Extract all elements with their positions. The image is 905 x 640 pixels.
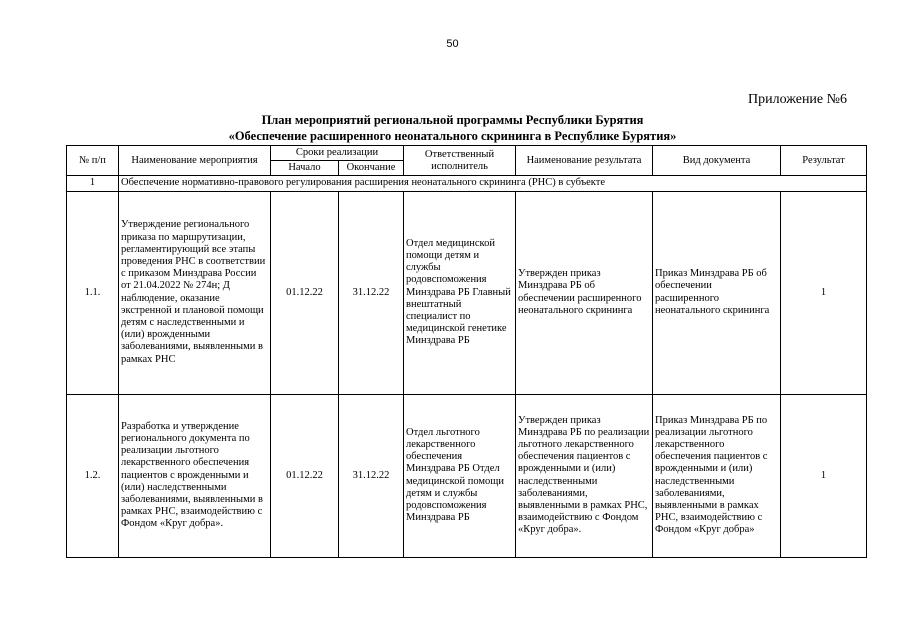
row-result-name: Утвержден приказ Минздрава РБ об обеспечении расширенного неонатального скрининга [516,191,653,394]
title-line-2: «Обеспечение расширенного неонатального скрининга в Республике Бурятия» [228,129,677,143]
table-row [67,394,867,557]
title-line-1: План мероприятий региональной программы Республики Бурятия [261,113,644,127]
header-doc-type: Вид документа [653,146,781,176]
row-start-date: 01.12.22 [271,394,339,557]
row-activity: Утверждение регионального приказа по маршрутизации, регламентирующий все этапы проведения РНС в соответствии с приказом Минздрава России от 21.04.2022 № 274н; Д наблюдение, оказание экстренной и плановой помощи детям с наследственными и (или) врожденными заболеваниями, выявленными в рамках РНС [119,191,271,394]
section-num: 1 [67,176,119,191]
row-activity: Разработка и утверждение регионального документа по реализации льготного лекарственного обеспечения пациентов с врожденными и (или) наследственными заболеваниями, выявленными в рамках РНС, взаимодействию с Фондом «Круг добра». [119,394,271,557]
header-result: Результат [781,146,867,176]
header-result-name: Наименование результата [516,146,653,176]
row-result: 1 [781,394,867,557]
section-title: Обеспечение нормативно-правового регулирования расширения неонатального скрининга (РНС) в субъекте [119,176,867,191]
document-title [0,112,905,144]
row-end-date: 31.12.22 [339,191,404,394]
header-row-1 [67,146,867,161]
row-result: 1 [781,191,867,394]
row-num: 1.1. [67,191,119,394]
plan-table [66,145,867,558]
page-number: 50 [446,38,459,50]
table-row [67,191,867,394]
row-doc-type: Приказ Минздрава РБ по реализации льготного лекарственного обеспечения пациентов с врожденными и (или) наследственными заболеваниями, выявленными в рамках РНС, взаимодействию с Фондом «Круг добра» [653,394,781,557]
row-start-date: 01.12.22 [271,191,339,394]
row-result-name: Утвержден приказ Минздрава РБ по реализации льготного лекарственного обеспечения пациентов с врожденными и (или) наследственными заболеваниями, выявленными в рамках РНС, взаимодействию с Фондом «Круг добра». [516,394,653,557]
appendix-label: Приложение №6 [748,92,847,107]
header-end: Окончание [339,161,404,176]
header-responsible: Ответственный исполнитель [404,146,516,176]
row-doc-type: Приказ Минздрава РБ об обеспечении расширенного неонатального скрининга [653,191,781,394]
header-start: Начало [271,161,339,176]
row-responsible: Отдел льготного лекарственного обеспечения Минздрава РБ Отдел медицинской помощи детям и службы родовспоможения Минздрава РБ [404,394,516,557]
row-num: 1.2. [67,394,119,557]
header-dates: Сроки реализации [271,146,404,161]
header-activity: Наименование мероприятия [119,146,271,176]
row-responsible: Отдел медицинской помощи детям и службы родовспоможения Минздрава РБ Главный внештатный специалист по медицинской генетике Минздрава РБ [404,191,516,394]
header-num: № п/п [67,146,119,176]
row-end-date: 31.12.22 [339,394,404,557]
section-row [67,176,867,191]
